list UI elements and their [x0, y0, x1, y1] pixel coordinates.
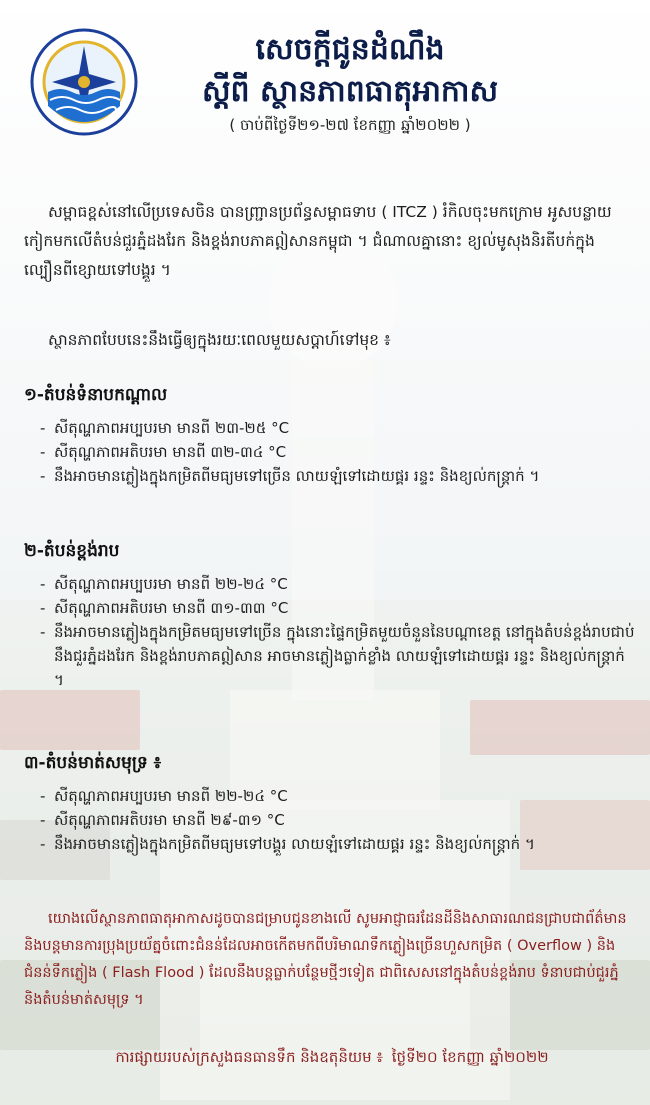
document-subtitle: ស្តីពី ស្ថានភាពធាតុអាកាស — [201, 74, 499, 109]
region-central-lowland-list — [40, 416, 636, 488]
region-coastal-list — [40, 784, 636, 856]
list-item: - សីតុណ្ហភាពអតិបរមា មានពី ៣១-៣៣ °C — [40, 596, 636, 620]
warning-notice: យោងលើស្ថានភាពធាតុអាកាសដូចបានជម្រាបជូនខាងលើ សូមអាជ្ញាធរដែនដីនិងសាធារណជនជ្រាបជាព័ត៌មាននិងបន្តមានការប្រុងប្រយ័ត្នចំពោះជំនន់ដែលអាចកើតមកពីបរិមាណទឹកភ្លៀងច្រើនហួសកម្រិត ( Overflow ) និងជំនន់ទឹកភ្លៀង ( Flash Flood ) ដែលនឹងបន្តធ្លាក់បន្ថែមថ្មីៗទៀត ជាពិសេសនៅក្នុងតំបន់ខ្ពង់រាប ទំនាបជាប់ជួរភ្នំ និងតំបន់មាត់សមុទ្រ ។ — [24, 911, 627, 1008]
list-item: - នឹងអាចមានភ្លៀងក្នុងកម្រិតពីមធ្យមទៅច្រើន លាយឡំទៅដោយផ្គរ រន្ទះ និងខ្យល់កន្ត្រាក់ ។ — [40, 464, 636, 488]
region-plateau-list — [40, 572, 636, 692]
document-title: សេចក្តីជូនដំណឹង — [255, 32, 445, 67]
list-item: - សីតុណ្ហភាពអប្បបរមា មានពី ២២-២៤ °C — [40, 572, 636, 596]
forecast-lead: ស្ថានភាពបែបនេះនឹងធ្វើឲ្យក្នុងរយៈពេលមួយសប្តាហ៍ទៅមុខ ៖ — [48, 331, 391, 349]
issuer-footer — [24, 1048, 636, 1070]
issue-date: ថ្ងៃទី២០ ខែកញ្ញា ឆ្នាំ២០២២ — [391, 1048, 549, 1066]
list-item: - សីតុណ្ហភាពអតិបរមា មានពី ៣២-៣៤ °C — [40, 440, 636, 464]
intro-paragraph: សម្ពាធខ្ពស់នៅលើប្រទេសចិន បានញ្ជ្រានប្រព័ន្ធសម្ពាធទាប ( ITCZ ) រំកិលចុះមកក្រោម អូសបន្លាយកៀកមកលើតំបន់ជួរភ្នំដងរែក និងខ្ពង់រាបភាគឦសានកម្ពុជា ។ ជំណាលគ្នានោះ ខ្យល់មូសុងនិរតីបក់ក្នុងល្បឿនពីខ្សោយទៅបង្គួរ ។ — [24, 203, 612, 279]
issuer-name: ការផ្សាយរបស់ក្រសួងធនធានទឹក និងឧតុនិយម ៖ — [115, 1048, 384, 1066]
list-item: - សីតុណ្ហភាពអប្បបរមា មានពី ២៣-២៥ °C — [40, 416, 636, 440]
region-title-central-lowland: ១-តំបន់ទំនាបកណ្តាល — [24, 385, 168, 405]
list-item: - នឹងអាចមានភ្លៀងក្នុងកម្រិតពីមធ្យមទៅបង្គួរ លាយឡំទៅដោយផ្គរ រន្ទះ និងខ្យល់កន្ត្រាក់ ។ — [40, 832, 636, 856]
region-title-plateau: ២-តំបន់ខ្ពង់រាប — [24, 541, 120, 561]
list-item: - នឹងអាចមានភ្លៀងក្នុងកម្រិតមធ្យមទៅច្រើន ក្នុងនោះផ្ទៃកម្រិតមួយចំនួននៃបណ្តាខេត្ត នៅក្នុងតំបន់ខ្ពង់រាបជាប់នឹងជួរភ្នំដងរែក និងខ្ពង់រាបភាគឦសាន អាចមានភ្លៀងធ្លាក់ខ្លាំង លាយឡំទៅដោយផ្គរ រន្ទះ និងខ្យល់កន្ត្រាក់ ។ — [40, 620, 636, 692]
forecast-date-range: ( ចាប់ពីថ្ងៃទី២១-២៧ ខែកញ្ញា ឆ្នាំ២០២២ ) — [229, 116, 471, 134]
region-title-coastal: ៣-តំបន់មាត់សមុទ្រ ៖ — [24, 753, 162, 773]
list-item: - សីតុណ្ហភាពអប្បបរមា មានពី ២២-២៤ °C — [40, 784, 636, 808]
list-item: - សីតុណ្ហភាពអតិបរមា មានពី ២៩-៣១ °C — [40, 808, 636, 832]
ministry-seal-logo — [30, 28, 138, 136]
